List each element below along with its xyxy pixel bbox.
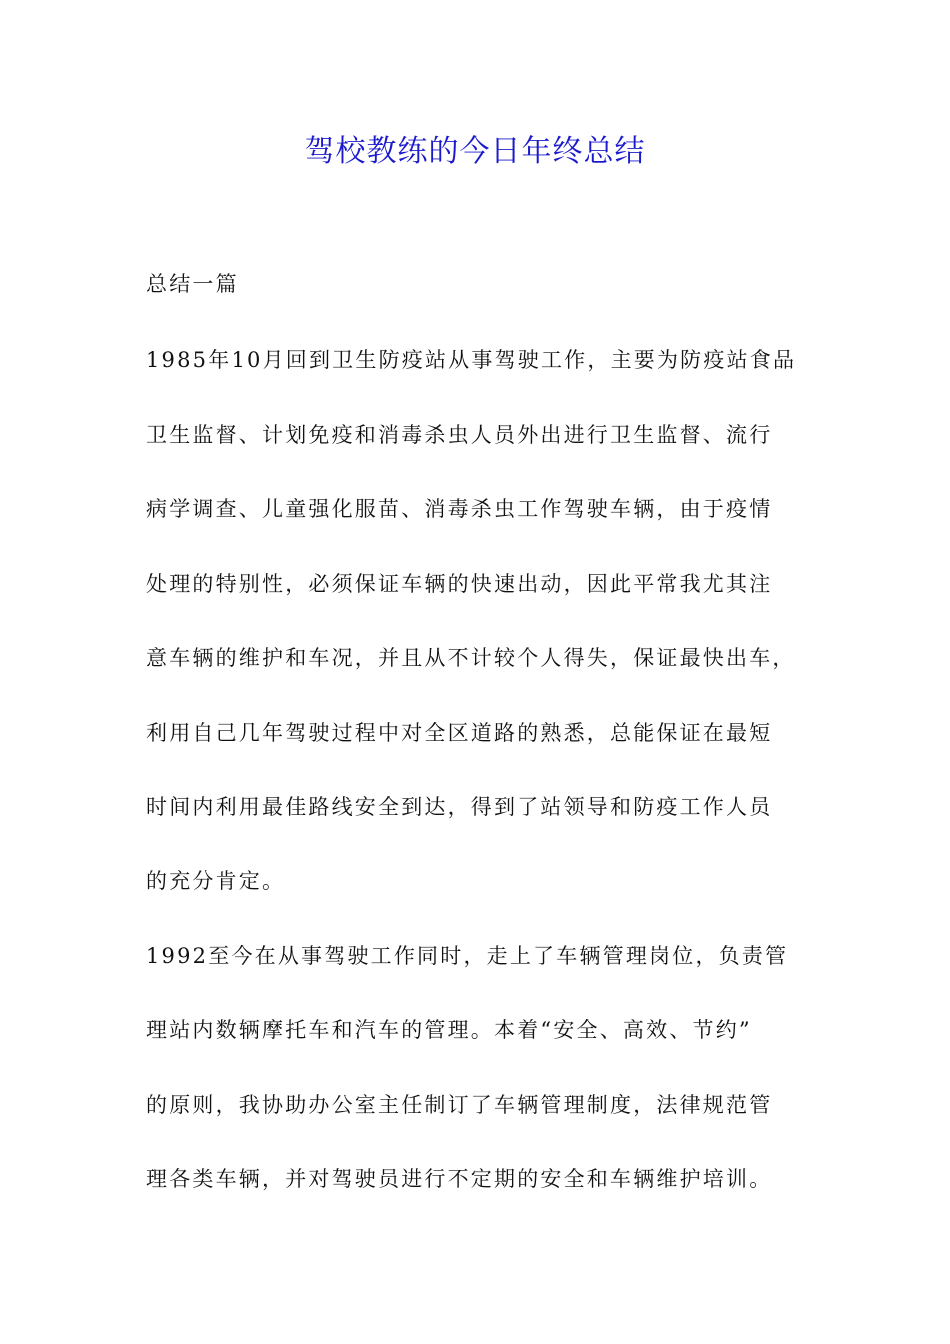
paragraph-line: 处理的特别性，必须保证车辆的快速出动，因此平常我尤其注	[146, 572, 773, 596]
document-title: 驾校教练的今日年终总结	[304, 134, 646, 169]
paragraph-line: 的原则，我协助办公室主任制订了车辆管理制度，法律规范管	[146, 1093, 773, 1117]
paragraph-line: 理各类车辆，并对驾驶员进行不定期的安全和车辆维护培训。	[146, 1167, 773, 1191]
paragraph-line: 卫生监督、计划免疫和消毒杀虫人员外出进行卫生监督、流行	[146, 423, 773, 447]
section-heading: 总结一篇	[146, 272, 239, 296]
paragraph-line: 1992至今在从事驾驶工作同时，走上了车辆管理岗位，负责管	[146, 944, 789, 968]
paragraph-line: 理站内数辆摩托车和汽车的管理。本着“安全、高效、节约”	[146, 1018, 752, 1042]
paragraph-line: 意车辆的维护和车况，并且从不计较个人得失，保证最快出车，	[146, 646, 796, 670]
paragraph-line: 1985年10月回到卫生防疫站从事驾驶工作，主要为防疫站食品	[146, 348, 797, 372]
paragraph-line: 的充分肯定。	[146, 869, 286, 893]
paragraph-line: 病学调查、儿童强化服苗、消毒杀虫工作驾驶车辆，由于疫情	[146, 497, 773, 521]
paragraph-line: 时间内利用最佳路线安全到达，得到了站领导和防疫工作人员	[146, 795, 773, 819]
paragraph-line: 利用自己几年驾驶过程中对全区道路的熟悉，总能保证在最短	[146, 721, 773, 745]
